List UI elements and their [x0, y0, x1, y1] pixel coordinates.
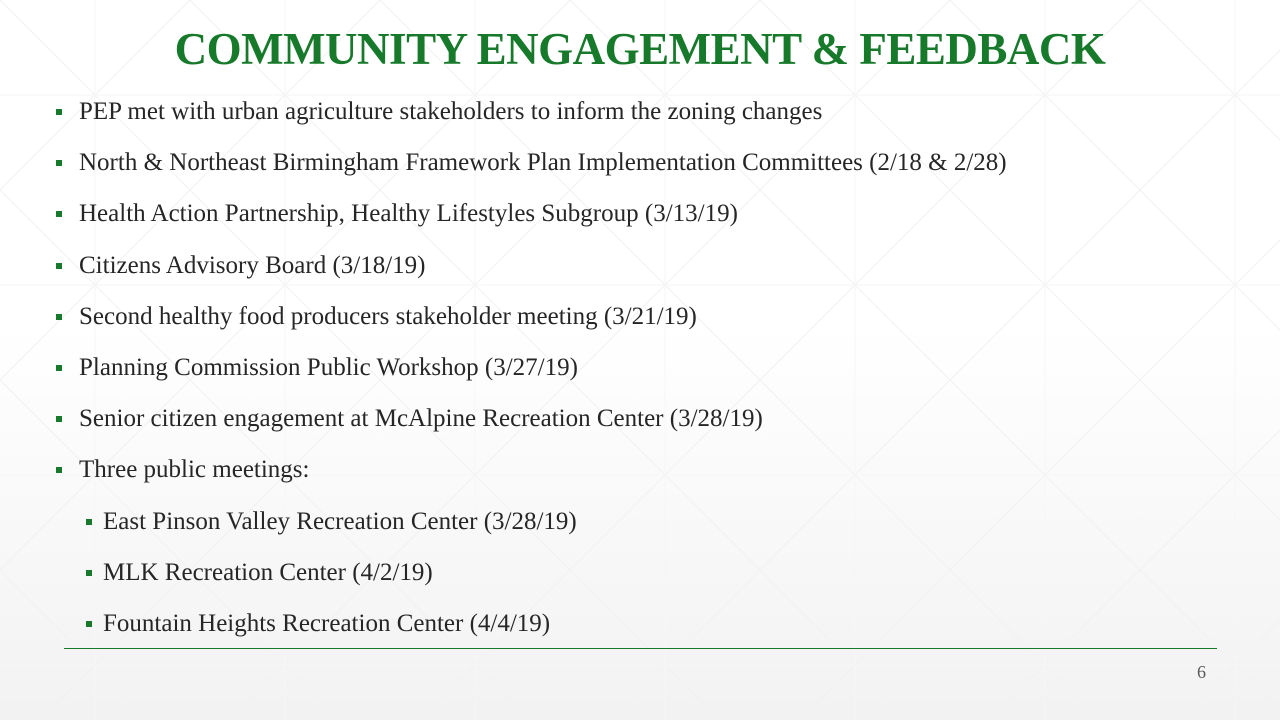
square-bullet-icon: [56, 263, 62, 269]
bullet-text: Senior citizen engagement at McAlpine Recreation Center (3/28/19): [79, 405, 763, 432]
square-bullet-icon: [56, 211, 62, 217]
bullet-text: Fountain Heights Recreation Center (4/4/19): [103, 610, 551, 637]
bullet-text: Second healthy food producers stakeholder meeting (3/21/19): [79, 303, 697, 330]
page-number: 6: [1197, 662, 1206, 682]
bullet-text: Health Action Partnership, Healthy Lifestyles Subgroup (3/13/19): [79, 200, 738, 227]
bullet-text: Planning Commission Public Workshop (3/27/19): [79, 354, 578, 381]
square-bullet-icon: [56, 467, 62, 473]
bullet-text: North & Northeast Birmingham Framework Plan Implementation Committees (2/18 & 2/28): [79, 149, 1007, 176]
slide-title: COMMUNITY ENGAGEMENT & FEEDBACK: [174, 24, 1106, 74]
square-bullet-icon: [56, 314, 62, 320]
square-bullet-icon: [56, 109, 62, 115]
square-bullet-icon: [56, 416, 62, 422]
bullet-text: MLK Recreation Center (4/2/19): [103, 559, 433, 586]
bullet-text: PEP met with urban agriculture stakeholders to inform the zoning changes: [79, 98, 823, 125]
bullet-text: East Pinson Valley Recreation Center (3/28/19): [103, 508, 577, 535]
square-bullet-icon: [86, 621, 92, 627]
footer-divider: [64, 648, 1217, 649]
square-bullet-icon: [56, 160, 62, 166]
square-bullet-icon: [56, 365, 62, 371]
square-bullet-icon: [86, 570, 92, 576]
bullet-text: Three public meetings:: [79, 456, 310, 483]
bullet-text: Citizens Advisory Board (3/18/19): [79, 252, 426, 279]
square-bullet-icon: [86, 519, 92, 525]
